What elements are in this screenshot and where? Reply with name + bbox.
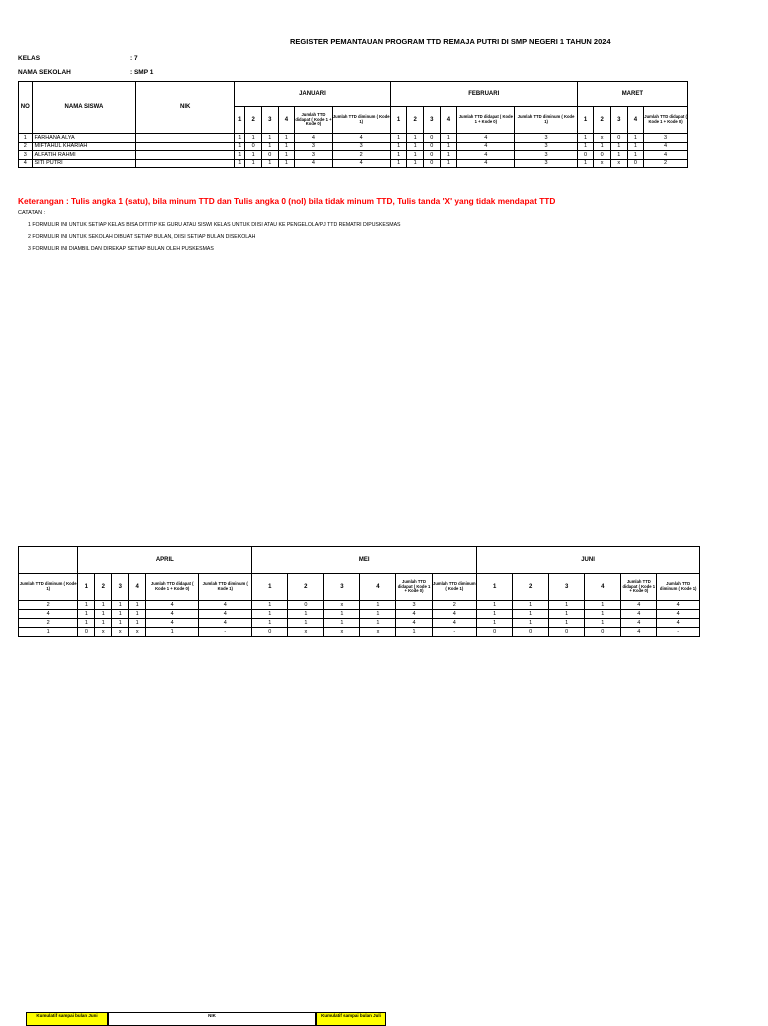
cell-mei: x (360, 628, 396, 637)
row-number: 1 (19, 134, 33, 143)
cell-mei: 4 (432, 619, 477, 628)
col-nama-header: NAMA SISWA (32, 82, 136, 134)
cell-maret: 1 (627, 142, 644, 151)
cell-mei: 4 (396, 610, 432, 619)
sekolah-value: : SMP 1 (130, 69, 154, 76)
footer-nik-label: NIK (108, 1012, 316, 1026)
cell-mei: 4 (396, 619, 432, 628)
table-row (19, 619, 700, 628)
cell-februari: 4 (457, 134, 515, 143)
cell-januari: 1 (235, 142, 245, 151)
cell-maret: 0 (610, 134, 627, 143)
kelas-label: KELAS (18, 55, 41, 62)
cell-april: - (199, 628, 252, 637)
notes-title: CATATAN : (18, 210, 46, 216)
cell-april: 4 (146, 601, 199, 610)
cell-februari: 3 (515, 134, 577, 143)
cell-maret: 1 (594, 142, 611, 151)
cell-februari: 0 (424, 134, 441, 143)
week-header: 3 (424, 107, 441, 134)
cell-februari: 1 (390, 142, 407, 151)
week-header: 4 (129, 574, 146, 601)
col-didapat-header: Jumlah TTD didapat ( Kode 1 + Kode 0) (146, 574, 199, 601)
cell-april: 1 (78, 601, 95, 610)
month-header-mei: MEI (252, 547, 477, 574)
cell-april: 4 (199, 601, 252, 610)
cell-mei: - (432, 628, 477, 637)
week-header: 3 (324, 574, 360, 601)
cell-februari: 0 (424, 142, 441, 151)
week-header: 1 (477, 574, 513, 601)
cell-maret: 1 (577, 159, 594, 168)
cell-mei: 1 (252, 601, 288, 610)
col-diminum-header: Jumlah TTD diminum ( Kode 1) (199, 574, 252, 601)
cell-maret: 4 (644, 142, 688, 151)
student-nik (136, 151, 235, 160)
cell-juni: 4 (621, 619, 657, 628)
cell-januari: 4 (332, 134, 390, 143)
cell-mei: 3 (396, 601, 432, 610)
cell-maret: 1 (577, 134, 594, 143)
cell-juni: 4 (621, 601, 657, 610)
cell-april: 1 (129, 619, 146, 628)
cell-maret: 0 (577, 151, 594, 160)
row-number: 2 (19, 142, 33, 151)
cell-juni: 1 (549, 619, 585, 628)
cumulative-juli-label: Kumulatif sampai bulan Juli (316, 1012, 386, 1026)
student-name: FARHANA ALYA (32, 134, 136, 143)
cell-april: 1 (129, 610, 146, 619)
col-didapat-header: Jumlah TTD didapat ( Kode 1 + Kode 0) (295, 107, 332, 134)
cell-februari: 1 (440, 134, 457, 143)
cell-maret-diminum: 1 (19, 628, 78, 637)
cell-maret: x (594, 134, 611, 143)
week-header: 3 (610, 107, 627, 134)
cell-februari: 4 (457, 142, 515, 151)
col-diminum-header: Jumlah TTD diminum ( Kode 1) (432, 574, 477, 601)
week-header: 1 (78, 574, 95, 601)
week-header: 4 (585, 574, 621, 601)
cell-mei: 0 (288, 601, 324, 610)
document-title: REGISTER PEMANTAUAN PROGRAM TTD REMAJA PUTRI DI SMP NEGERI 1 TAHUN 2024 (290, 37, 611, 46)
cell-mei: 2 (432, 601, 477, 610)
cell-juni: 4 (621, 610, 657, 619)
cell-april: 4 (146, 619, 199, 628)
cell-januari: 1 (245, 151, 262, 160)
month-header-januari: JANUARI (235, 82, 391, 107)
cell-april: 1 (95, 601, 112, 610)
cell-april: 1 (112, 619, 129, 628)
cell-januari: 1 (262, 159, 279, 168)
month-header-maret: MARET (577, 82, 687, 107)
cell-januari: 2 (332, 151, 390, 160)
cell-februari: 3 (515, 151, 577, 160)
cell-april: x (95, 628, 112, 637)
note-item: 1 FORMULIR INI UNTUK SETIAP KELAS BISA DITITIP KE GURU ATAU SISWI KELAS UNTUK DIISI ATAU KE PENGELOLA/PJ TTD REMATRI DIPUSKESMAS (28, 222, 401, 228)
col-didapat-header: Jumlah TTD didapat ( Kode 1 + Kode 0) (457, 107, 515, 134)
row-number: 4 (19, 159, 33, 168)
sekolah-label: NAMA SEKOLAH (18, 69, 71, 76)
cell-juni: 1 (549, 601, 585, 610)
cell-mei: 1 (252, 619, 288, 628)
kelas-value: : 7 (130, 55, 138, 62)
cell-januari: 1 (262, 142, 279, 151)
cell-juni: 1 (477, 601, 513, 610)
cell-april: 4 (146, 610, 199, 619)
cell-juni: 0 (477, 628, 513, 637)
week-header: 1 (235, 107, 245, 134)
cell-januari: 1 (235, 159, 245, 168)
cell-maret: 2 (644, 159, 688, 168)
cell-juni: 1 (585, 610, 621, 619)
cell-januari: 1 (235, 134, 245, 143)
cell-mei: 1 (288, 619, 324, 628)
col-didapat-header: Jumlah TTD didapat ( Kode 1 + Kode 0) (644, 107, 688, 134)
table-row (19, 142, 688, 151)
cell-juni: 4 (657, 619, 700, 628)
table-row (19, 628, 700, 637)
cell-juni: 1 (513, 619, 549, 628)
student-name: MIFTAHUL KHARIAH (32, 142, 136, 151)
col-diminum-header: Jumlah TTD diminum ( Kode 1) (332, 107, 390, 134)
cell-februari: 1 (390, 134, 407, 143)
cell-maret-diminum: 2 (19, 601, 78, 610)
cell-juni: 1 (549, 610, 585, 619)
cell-mei: x (324, 601, 360, 610)
col-didapat-header: Jumlah TTD didapat ( Kode 1 + Kode 0) (621, 574, 657, 601)
cell-februari: 1 (440, 142, 457, 151)
week-header: 4 (440, 107, 457, 134)
cell-maret: 3 (644, 134, 688, 143)
cell-juni: 4 (621, 628, 657, 637)
col-diminum-header: Jumlah TTD diminum ( Kode 1) (19, 574, 78, 601)
col-diminum-header: Jumlah TTD diminum ( Kode 1) (515, 107, 577, 134)
cell-februari: 4 (457, 159, 515, 168)
cell-januari: 0 (245, 142, 262, 151)
cell-mei: x (324, 628, 360, 637)
cell-mei: 1 (396, 628, 432, 637)
cell-juni: 1 (513, 610, 549, 619)
student-name: SITI PUTRI (32, 159, 136, 168)
cell-april: 1 (112, 610, 129, 619)
row-number: 3 (19, 151, 33, 160)
cell-januari: 1 (278, 151, 295, 160)
week-header: 2 (288, 574, 324, 601)
cell-januari: 4 (295, 159, 332, 168)
week-header: 2 (407, 107, 424, 134)
cell-mei: 4 (432, 610, 477, 619)
cell-maret: 0 (627, 159, 644, 168)
cell-februari: 1 (390, 151, 407, 160)
cell-januari: 0 (262, 151, 279, 160)
week-header: 3 (112, 574, 129, 601)
register-table-q1 (18, 81, 688, 168)
cell-maret-diminum: 4 (19, 610, 78, 619)
carry-over-empty (19, 547, 78, 574)
cell-maret-diminum: 2 (19, 619, 78, 628)
cell-april: 1 (95, 619, 112, 628)
cell-april: 4 (199, 610, 252, 619)
cell-februari: 1 (407, 159, 424, 168)
cell-januari: 4 (295, 134, 332, 143)
week-header: 4 (627, 107, 644, 134)
week-header: 1 (390, 107, 407, 134)
table-row (19, 159, 688, 168)
cell-juni: 1 (585, 601, 621, 610)
cell-april: x (129, 628, 146, 637)
register-table-q2 (18, 546, 700, 637)
sekolah-row (18, 69, 153, 76)
table-row (19, 610, 700, 619)
cell-maret: 4 (644, 151, 688, 160)
cell-mei: 0 (252, 628, 288, 637)
cell-april: 1 (112, 601, 129, 610)
cell-februari: 3 (515, 142, 577, 151)
cell-april: 1 (95, 610, 112, 619)
cell-januari: 1 (278, 134, 295, 143)
table-row (19, 134, 688, 143)
cell-januari: 3 (332, 142, 390, 151)
cell-februari: 1 (407, 142, 424, 151)
cell-januari: 3 (295, 142, 332, 151)
note-item: 2 FORMULIR INI UNTUK SEKOLAH DIBUAT SETIAP BULAN, DIISI SETIAP BULAN DISEKOLAH (28, 234, 256, 240)
cell-januari: 1 (235, 151, 245, 160)
cell-mei: 1 (360, 610, 396, 619)
week-header: 1 (577, 107, 594, 134)
week-header: 4 (278, 107, 295, 134)
week-header: 2 (513, 574, 549, 601)
cell-januari: 4 (332, 159, 390, 168)
student-nik (136, 134, 235, 143)
cell-februari: 1 (440, 159, 457, 168)
cell-februari: 1 (407, 151, 424, 160)
table-row (19, 151, 688, 160)
cell-maret: x (610, 159, 627, 168)
col-diminum-header: Jumlah TTD diminum ( Kode 1) (657, 574, 700, 601)
cell-maret: 0 (594, 151, 611, 160)
cell-april: x (112, 628, 129, 637)
week-header: 4 (360, 574, 396, 601)
cumulative-juni-label: Kumulatif sampai bulan Juni (26, 1012, 108, 1026)
month-header-juni: JUNI (477, 547, 700, 574)
cell-februari: 0 (424, 151, 441, 160)
cell-april: 0 (78, 628, 95, 637)
cell-mei: x (288, 628, 324, 637)
note-item: 3 FORMULIR INI DIAMBIL DAN DIREKAP SETIAP BULAN OLEH PUSKESMAS (28, 246, 214, 252)
cell-januari: 1 (262, 134, 279, 143)
cell-juni: 4 (657, 601, 700, 610)
cell-mei: 1 (288, 610, 324, 619)
table-row (19, 601, 700, 610)
cell-juni: 0 (585, 628, 621, 637)
cell-februari: 3 (515, 159, 577, 168)
cell-juni: 0 (549, 628, 585, 637)
cell-juni: 1 (585, 619, 621, 628)
week-header: 2 (594, 107, 611, 134)
cell-maret: x (594, 159, 611, 168)
cell-juni: 1 (477, 619, 513, 628)
cell-mei: 1 (360, 601, 396, 610)
cell-maret: 1 (627, 134, 644, 143)
legend-note: Keterangan : Tulis angka 1 (satu), bila minum TTD dan Tulis angka 0 (nol) bila tidak minum TTD, Tulis tanda 'X' yang tidak mendapat TTD (18, 196, 556, 206)
student-name: ALFATIH RAHMI (32, 151, 136, 160)
week-header: 2 (245, 107, 262, 134)
cell-juni: 1 (513, 601, 549, 610)
cell-mei: 1 (252, 610, 288, 619)
cell-mei: 1 (324, 610, 360, 619)
week-header: 3 (549, 574, 585, 601)
cell-juni: - (657, 628, 700, 637)
student-nik (136, 142, 235, 151)
student-nik (136, 159, 235, 168)
cell-juni: 0 (513, 628, 549, 637)
week-header: 2 (95, 574, 112, 601)
cell-maret: 1 (577, 142, 594, 151)
cell-januari: 1 (278, 142, 295, 151)
cell-maret: 1 (610, 142, 627, 151)
cell-mei: 1 (360, 619, 396, 628)
cell-februari: 0 (424, 159, 441, 168)
month-header-februari: FEBRUARI (390, 82, 577, 107)
cell-april: 1 (146, 628, 199, 637)
cell-april: 1 (78, 619, 95, 628)
week-header: 1 (252, 574, 288, 601)
kelas-row (18, 55, 138, 62)
cell-februari: 1 (440, 151, 457, 160)
cell-maret: 1 (610, 151, 627, 160)
cell-februari: 1 (390, 159, 407, 168)
cell-april: 4 (199, 619, 252, 628)
cell-maret: 1 (627, 151, 644, 160)
cell-januari: 1 (245, 159, 262, 168)
col-didapat-header: Jumlah TTD didapat ( Kode 1 + Kode 0) (396, 574, 432, 601)
cell-april: 1 (129, 601, 146, 610)
cell-februari: 1 (407, 134, 424, 143)
cell-januari: 1 (245, 134, 262, 143)
cell-juni: 4 (657, 610, 700, 619)
week-header: 3 (262, 107, 279, 134)
cell-februari: 4 (457, 151, 515, 160)
cell-januari: 3 (295, 151, 332, 160)
cell-mei: 1 (324, 619, 360, 628)
cell-juni: 1 (477, 610, 513, 619)
cell-januari: 1 (278, 159, 295, 168)
col-no-header: NO (19, 82, 33, 134)
col-nik-header: NIK (136, 82, 235, 134)
month-header-april: APRIL (78, 547, 252, 574)
cell-april: 1 (78, 610, 95, 619)
